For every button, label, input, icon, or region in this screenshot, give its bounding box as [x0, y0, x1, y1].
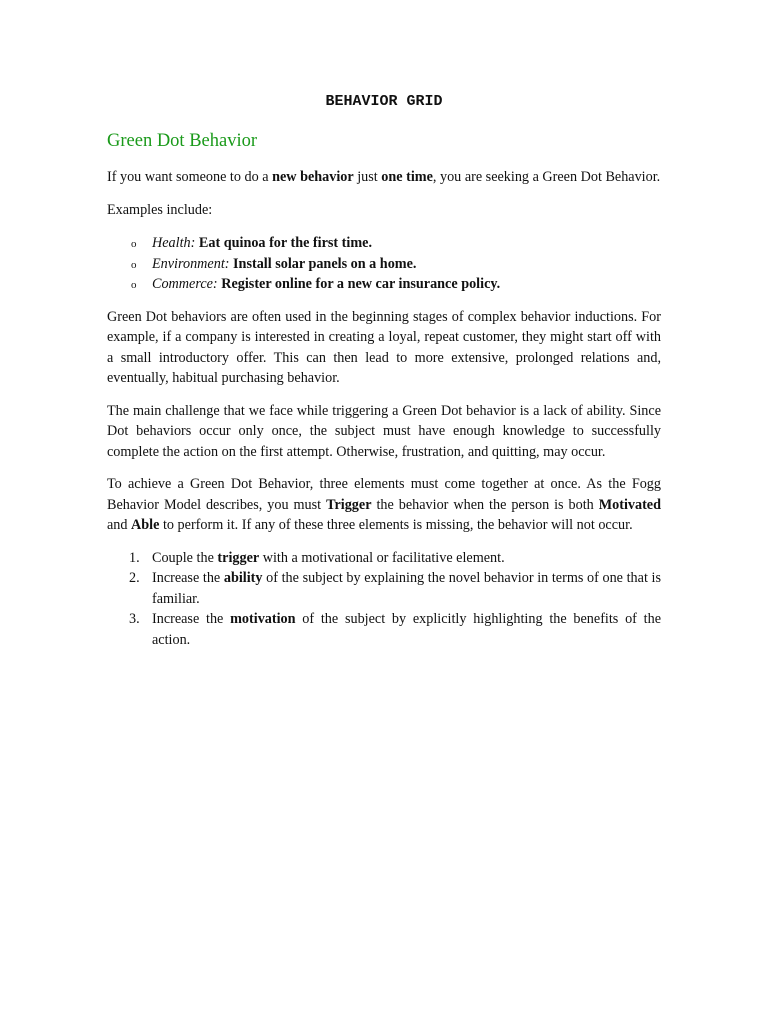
example-label: Health:	[152, 235, 196, 251]
example-text: Install solar panels on a home.	[233, 255, 417, 272]
document-body	[107, 92, 661, 650]
achieve-text-1: To achieve a Green Dot Behavior, three elements must come together at once. As the Fogg Behavior Model describes, you must	[107, 476, 661, 513]
examples-label: Examples include:	[107, 201, 213, 218]
bullet-marker: o	[131, 258, 137, 271]
step-item	[107, 568, 661, 609]
example-text: Register online for a new car insurance policy.	[221, 276, 501, 292]
step-number: 3 .	[129, 609, 140, 630]
example-item-health	[107, 233, 661, 254]
step-text-after: of the subject by explaining the novel behavior in terms of one that is familiar.	[152, 570, 661, 607]
achieve-paragraph	[107, 474, 661, 536]
example-label: Commerce:	[152, 276, 218, 292]
stages-paragraph: Green Dot behaviors are often used in the beginning stages of complex behavior inductions. For example, if a company is interested in creating a loyal, repeat customer, they might start off with a small introductory offer. This can then lead to more extensive, prolonged relations and, eventually, habitual purchasing behavior.	[107, 308, 661, 386]
steps-list	[107, 548, 661, 651]
step-item	[107, 548, 661, 569]
step-bold: trigger	[217, 549, 260, 566]
achieve-text-3: and	[107, 517, 132, 533]
step-text-before: Increase the	[152, 570, 224, 586]
example-label: Environment:	[152, 255, 230, 272]
document-title: BEHAVIOR GRID	[325, 93, 443, 110]
section-heading: Green Dot Behavior	[107, 131, 258, 151]
step-text-after: with a motivational or facilitative element.	[259, 549, 505, 566]
bullet-marker: o	[131, 279, 137, 291]
example-text: Eat quinoa for the first time.	[198, 235, 373, 251]
achieve-text-4: to perform it. If any of these three elements is missing, the behavior will not occur.	[159, 517, 633, 533]
step-bold: ability	[223, 570, 263, 586]
step-number: 1 .	[129, 548, 140, 569]
intro-bold-one-time: one time	[381, 169, 433, 185]
example-item-commerce	[107, 274, 661, 295]
step-text-before: Couple the	[152, 549, 218, 566]
step-text-before: Increase the	[152, 611, 231, 627]
step-bold: motivation	[230, 611, 296, 627]
bullet-marker: o	[131, 238, 137, 250]
achieve-bold-able: Able	[131, 517, 160, 533]
achieve-text-2: the behavior when the person is both	[371, 496, 599, 513]
intro-bold-new-behavior: new behavior	[272, 169, 354, 185]
examples-list	[107, 233, 661, 295]
step-text-after: of the subject by explicitly highlighting the benefits of the action.	[152, 611, 661, 648]
step-item	[107, 609, 661, 650]
example-item-environment	[107, 254, 661, 275]
achieve-bold-trigger: Trigger	[326, 496, 372, 513]
challenge-paragraph: The main challenge that we face while triggering a Green Dot behavior is a lack of ability. Since Dot behaviors occur only once, the subject must have enough knowledge to successfully complete the action on the first attempt. Otherwise, frustration, and quitting, may occur.	[107, 402, 661, 460]
achieve-bold-motivated: Motivated	[598, 496, 661, 513]
step-number: 2 .	[129, 568, 140, 589]
intro-text-1: If you want someone to do a	[107, 169, 273, 185]
intro-text-3: , you are seeking a Green Dot Behavior.	[432, 169, 661, 185]
intro-paragraph	[107, 167, 661, 188]
intro-text-2: just	[353, 169, 382, 185]
